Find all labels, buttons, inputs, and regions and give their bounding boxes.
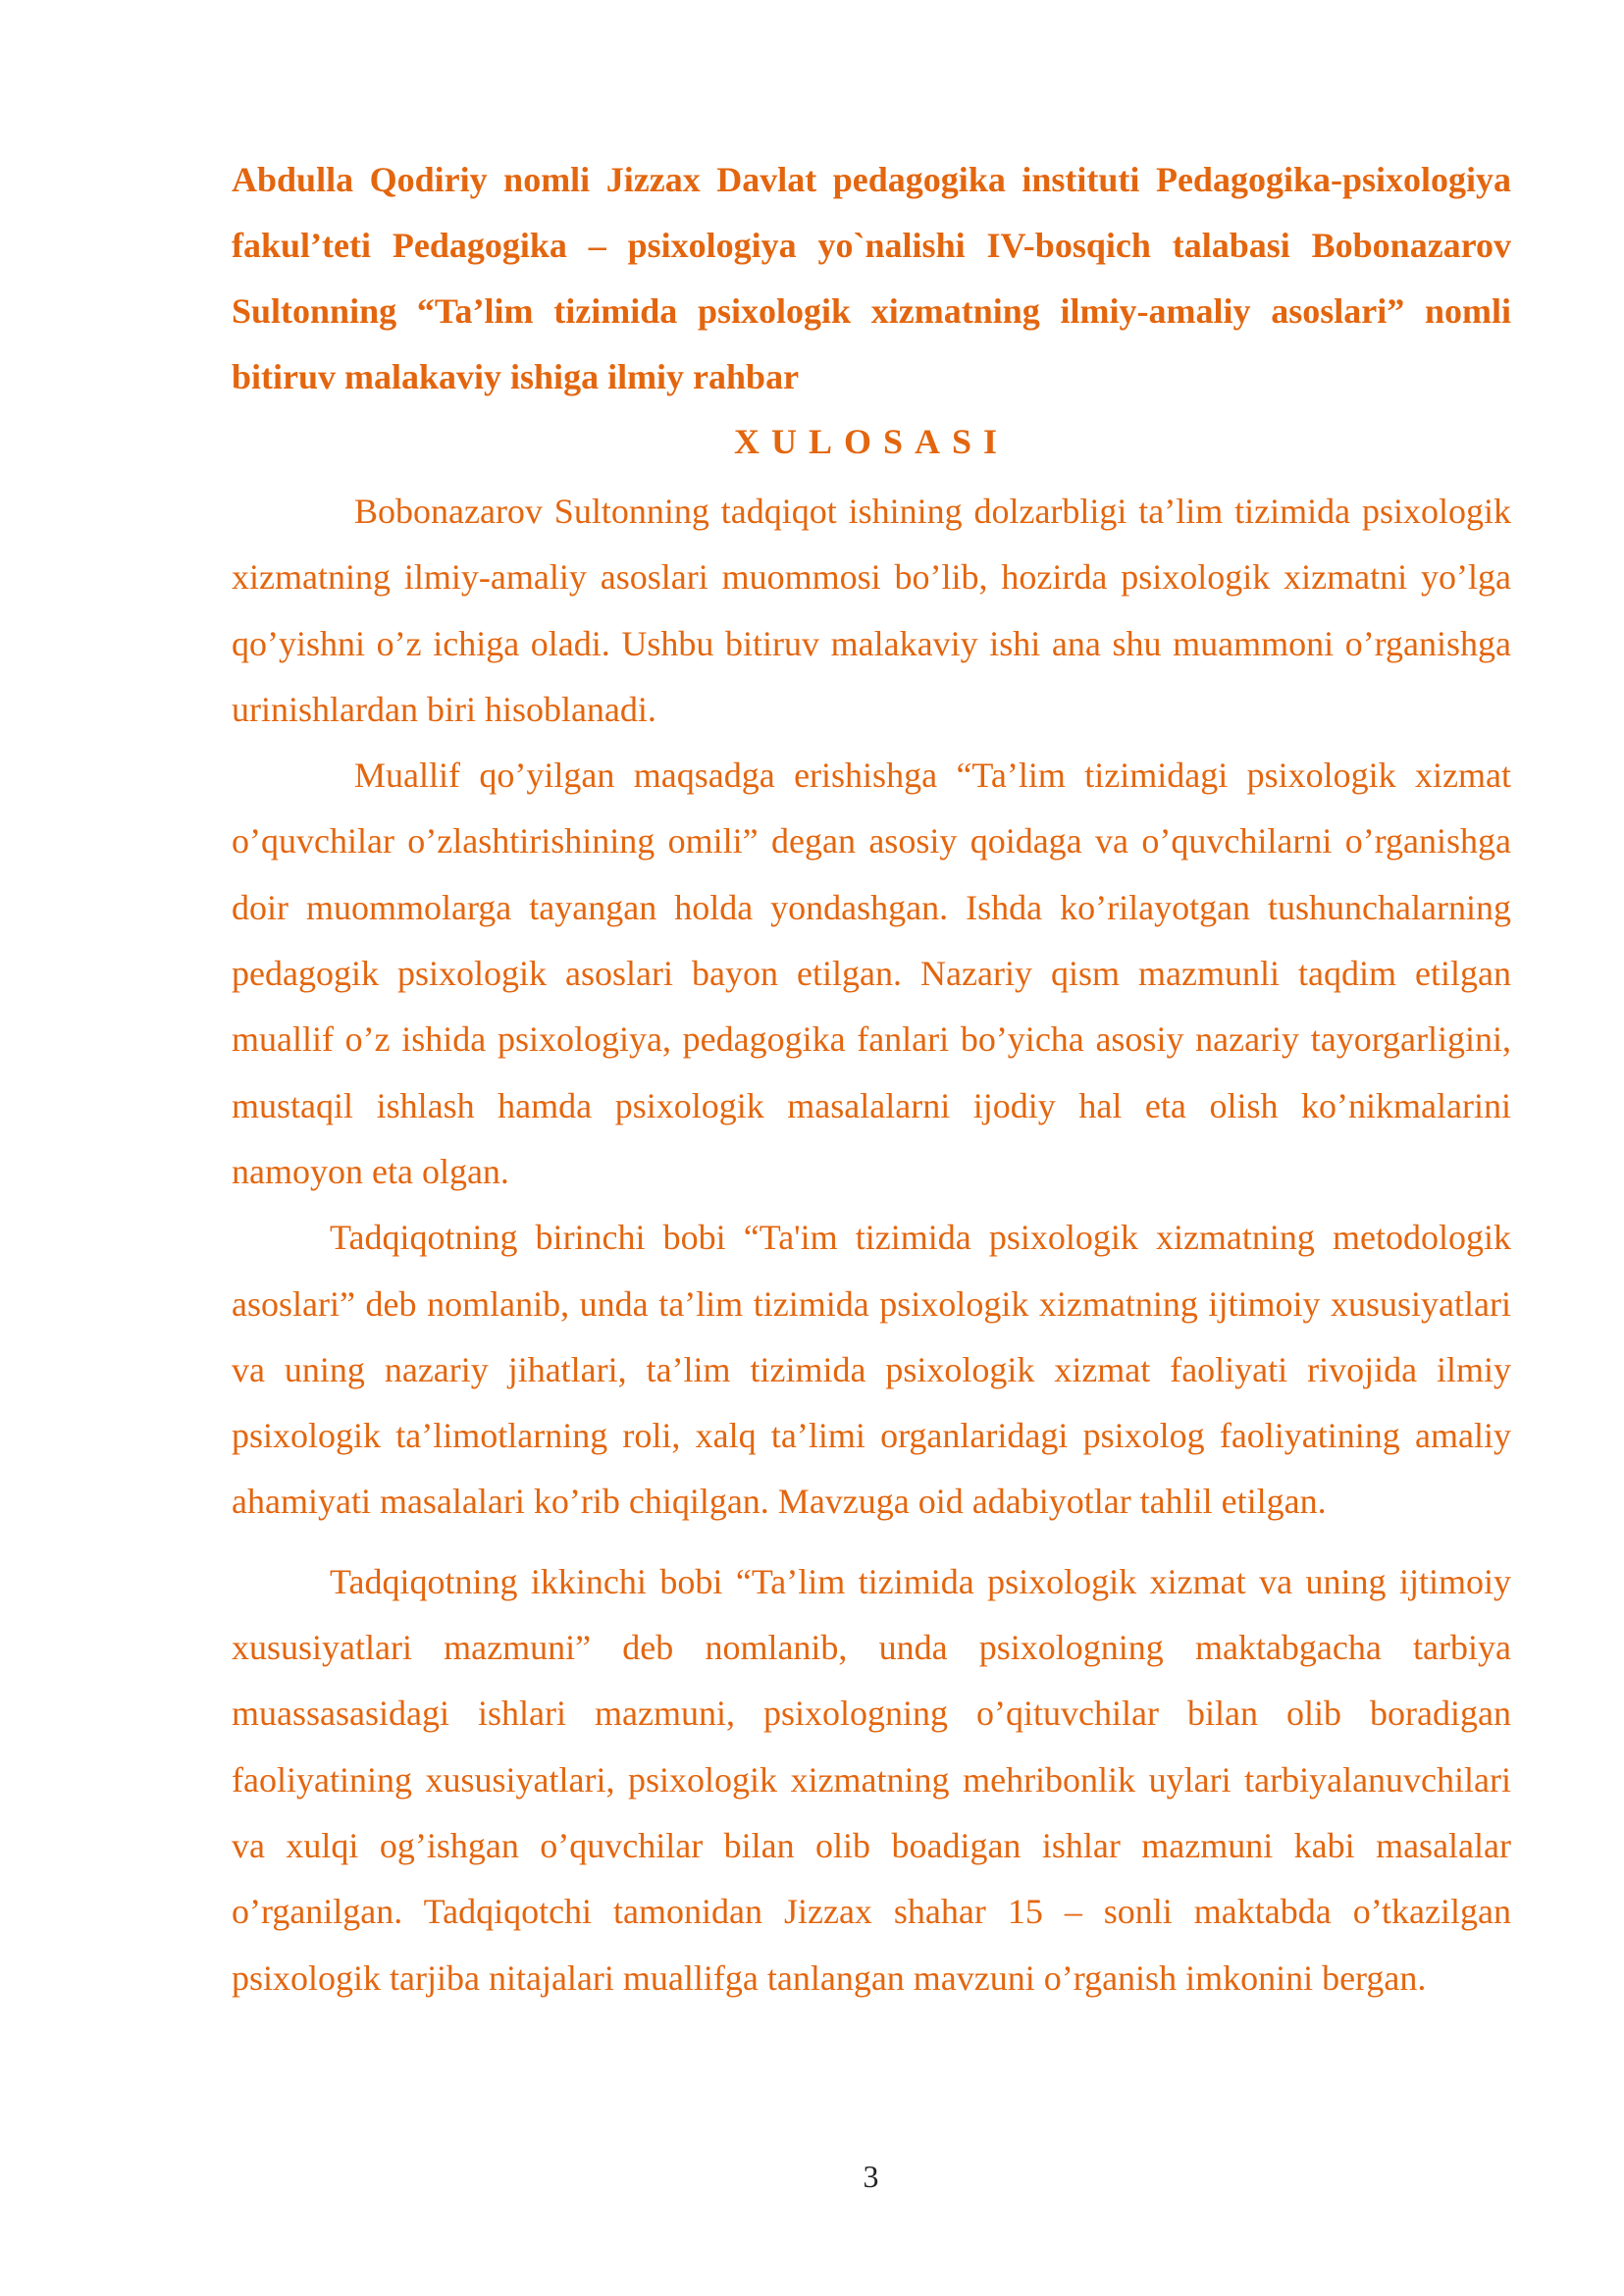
page-number: 3: [863, 2159, 879, 2194]
paragraph-2: Muallif qo’yilgan maqsadga erishishga “Ta’lim tizimidagi psixologik xizmat o’quvchilar o’zlashtirishining omili” degan asosiy qoidaga va o’quvchilarni o’rganishga doir muommolarga tayangan holda yondashgan. Ishda ko’rilayotgan tushunchalarning pedagogik psixologik asoslari bayon etilgan. Nazariy qism mazmunli taqdim etilgan muallif o’z ishida psixologiya, pedagogika fanlari bo’yicha asosiy nazariy tayorgarligini, mustaqil ishlash hamda psixologik masalalarni ijodiy hal eta olish ko’nikmalarini namoyon eta olgan.: [232, 756, 1511, 1191]
paragraph-4: Tadqiqotning ikkinchi bobi “Ta’lim tizimida psixologik xizmat va uning ijtimoiy xususiyatlari mazmuni” deb nomlanib, unda psixologning maktabgacha tarbiya muassasasidagi ishlari mazmuni, psixologning o’qituvchilar bilan olib boradigan faoliyatining xususiyatlari, psixologik xizmatning mehribonlik uylari tarbiyalanuvchilari va xulqi og’ishgan o’quvchilar bilan olib boadigan ishlar mazmuni kabi masalalar o’rganilgan. Tadqiqotchi tamonidan Jizzax shahar 15 – sonli maktabda o’tkazilgan psixologik tarjiba nitajalari muallifga tanlangan mavzuni o’rganish imkonini bergan.: [232, 1561, 1511, 1998]
paragraph-3: Tadqiqotning birinchi bobi “Ta'im tizimida psixologik xizmatning metodologik asoslari” deb nomlanib, unda ta’lim tizimida psixologik xizmatning ijtimoiy xususiyatlari va uning nazariy jihatlari, ta’lim tizimida psixologik xizmat faoliyati rivojida ilmiy psixologik ta’limotlarning roli, xalq ta’limi organlaridagi psixolog faoliyatining amaliy ahamiyati masalalari ko’rib chiqilgan. Mavzuga oid adabiyotlar tahlil etilgan.: [232, 1218, 1511, 1522]
document-title: XULOSASI: [733, 422, 1010, 461]
document-heading: Abdulla Qodiriy nomli Jizzax Davlat pedagogika instituti Pedagogika-psixologiya fakul’teti Pedagogika – psixologiya yo`nalishi IV-bosqich talabasi Bobonazarov Sultonning “Ta’lim tizimida psixologik xizmatning ilmiy-amaliy asoslari” nomli bitiruv malakaviy ishiga ilmiy rahbar: [232, 160, 1511, 396]
paragraph-1: Bobonazarov Sultonning tadqiqot ishining dolzarbligi ta’lim tizimida psixologik xizmatning ilmiy-amaliy asoslari muommosi bo’lib, hozirda psixologik xizmatni yo’lga qo’yishni o’z ichiga oladi. Ushbu bitiruv malakaviy ishi ana shu muammoni o’rganishga urinishlardan biri hisoblanadi.: [232, 492, 1511, 729]
document-body: [232, 479, 1511, 2011]
